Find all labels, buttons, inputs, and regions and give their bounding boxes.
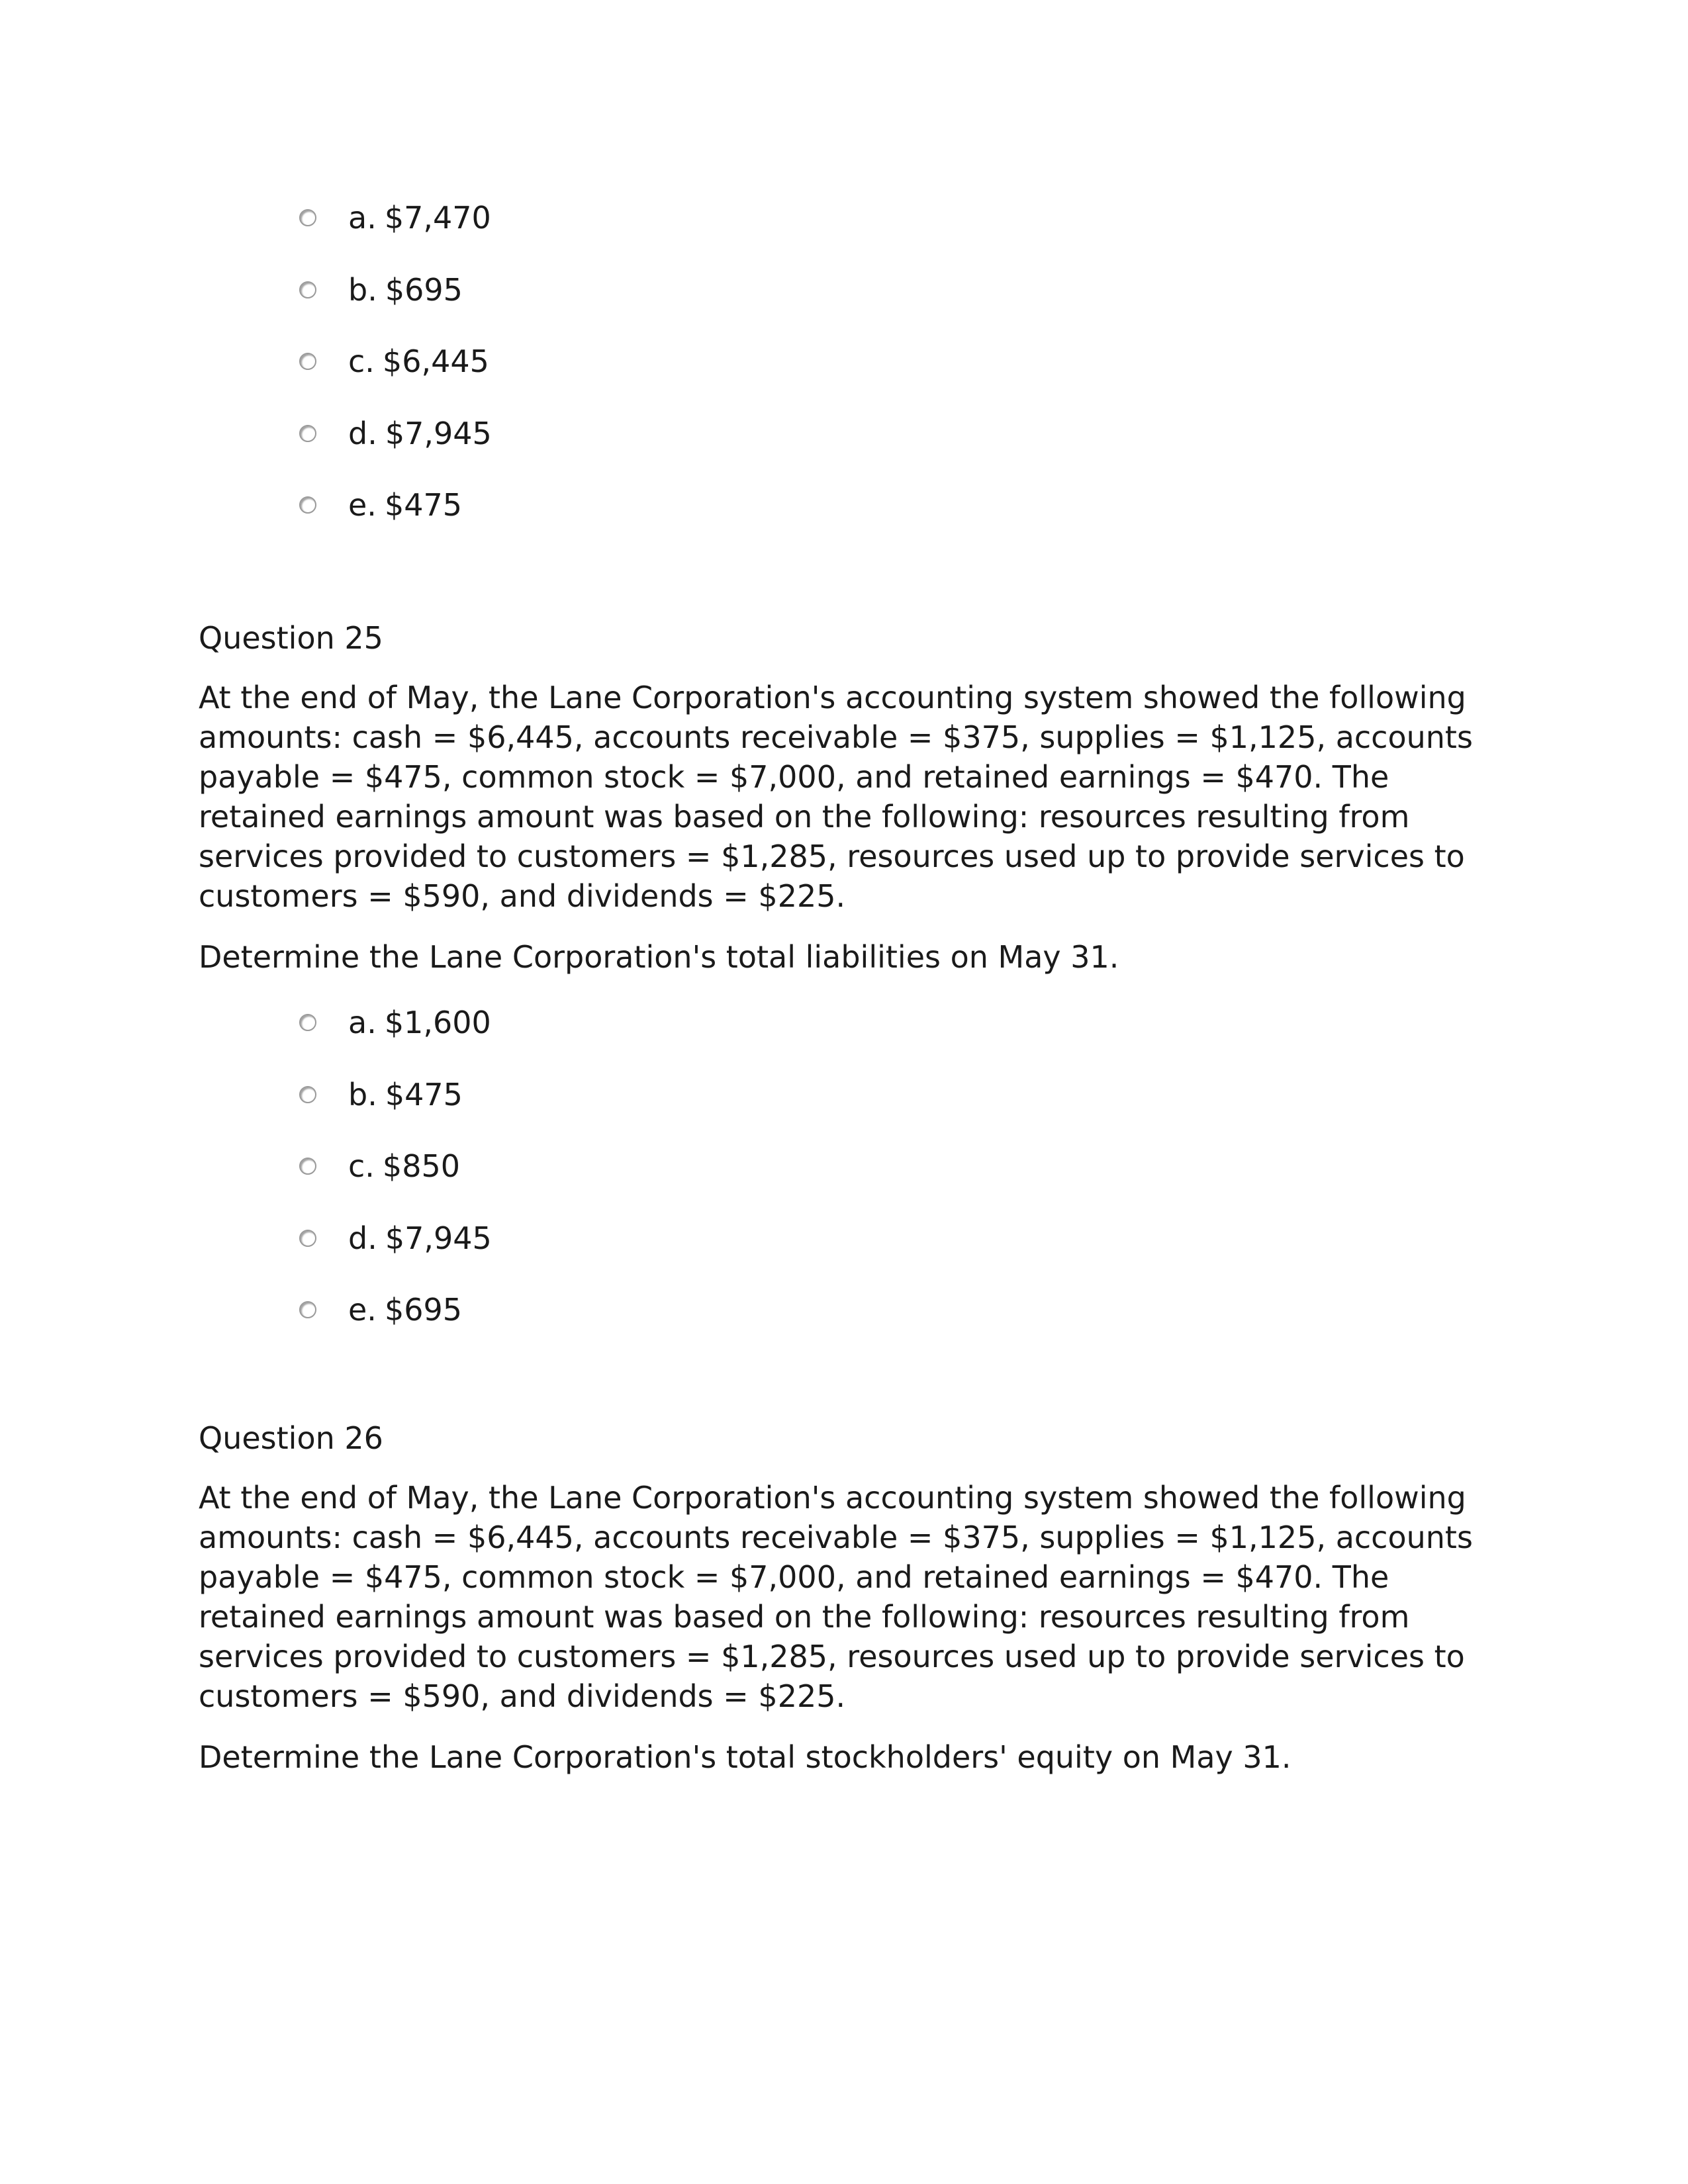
option-value: $7,945 xyxy=(385,1220,492,1256)
q25-options xyxy=(299,987,492,1346)
question-title: Question 26 xyxy=(199,1420,383,1456)
radio-button[interactable] xyxy=(299,209,316,226)
radio-button[interactable] xyxy=(299,425,316,442)
option-letter: b. xyxy=(348,1076,377,1113)
option-value: $6,445 xyxy=(382,343,489,380)
q24-options xyxy=(299,182,492,541)
option-letter: e. xyxy=(348,1292,377,1328)
option-value: $695 xyxy=(384,1292,463,1328)
option-value: $7,470 xyxy=(384,200,491,236)
option-letter: b. xyxy=(348,271,377,308)
radio-button[interactable] xyxy=(299,1301,316,1318)
option-letter: a. xyxy=(348,200,377,236)
option-letter: d. xyxy=(348,1220,377,1256)
question-prompt: Determine the Lane Corporation's total stockholders' equity on May 31. xyxy=(199,1739,1291,1775)
q25-option-d[interactable] xyxy=(299,1203,492,1275)
q25-option-a[interactable] xyxy=(299,987,492,1059)
question-body: At the end of May, the Lane Corporation's accounting system showed the following amounts: cash = $6,445, accounts receivable = $375, supplies = $1,125, accounts payable = $475, common stock = $7,000, and retained earnings = $470. The retained earnings amount was based on the following: resources resulting from services provided to customers = $1,285, resources used up to provide services to customers = $590, and dividends = $225. xyxy=(199,680,1473,914)
question-body: At the end of May, the Lane Corporation's accounting system showed the following amounts: cash = $6,445, accounts receivable = $375, supplies = $1,125, accounts payable = $475, common stock = $7,000, and retained earnings = $470. The retained earnings amount was based on the following: resources resulting from services provided to customers = $1,285, resources used up to provide services to customers = $590, and dividends = $225. xyxy=(199,1480,1473,1714)
q24-option-d[interactable] xyxy=(299,398,492,470)
q24-option-e[interactable] xyxy=(299,469,492,541)
q24-option-b[interactable] xyxy=(299,254,492,326)
question-25 xyxy=(199,618,1496,977)
q24-option-a[interactable] xyxy=(299,182,492,254)
option-letter: c. xyxy=(348,343,375,380)
question-prompt: Determine the Lane Corporation's total liabilities on May 31. xyxy=(199,939,1119,975)
radio-button[interactable] xyxy=(299,496,316,514)
radio-button[interactable] xyxy=(299,1086,316,1103)
option-value: $7,945 xyxy=(385,415,492,451)
option-value: $475 xyxy=(384,487,463,523)
question-title: Question 25 xyxy=(199,620,383,656)
option-value: $850 xyxy=(382,1148,460,1185)
radio-button[interactable] xyxy=(299,1158,316,1175)
option-letter: d. xyxy=(348,415,377,451)
option-value: $695 xyxy=(385,271,463,308)
option-value: $1,600 xyxy=(384,1005,491,1041)
radio-button[interactable] xyxy=(299,281,316,298)
q25-option-e[interactable] xyxy=(299,1274,492,1346)
q25-option-b[interactable] xyxy=(299,1059,492,1131)
radio-button[interactable] xyxy=(299,353,316,370)
option-letter: a. xyxy=(348,1005,377,1041)
option-letter: c. xyxy=(348,1148,375,1185)
radio-button[interactable] xyxy=(299,1014,316,1031)
q25-option-c[interactable] xyxy=(299,1130,492,1203)
radio-button[interactable] xyxy=(299,1230,316,1247)
option-value: $475 xyxy=(385,1076,463,1113)
option-letter: e. xyxy=(348,487,377,523)
question-26 xyxy=(199,1418,1496,1777)
q24-option-c[interactable] xyxy=(299,326,492,398)
